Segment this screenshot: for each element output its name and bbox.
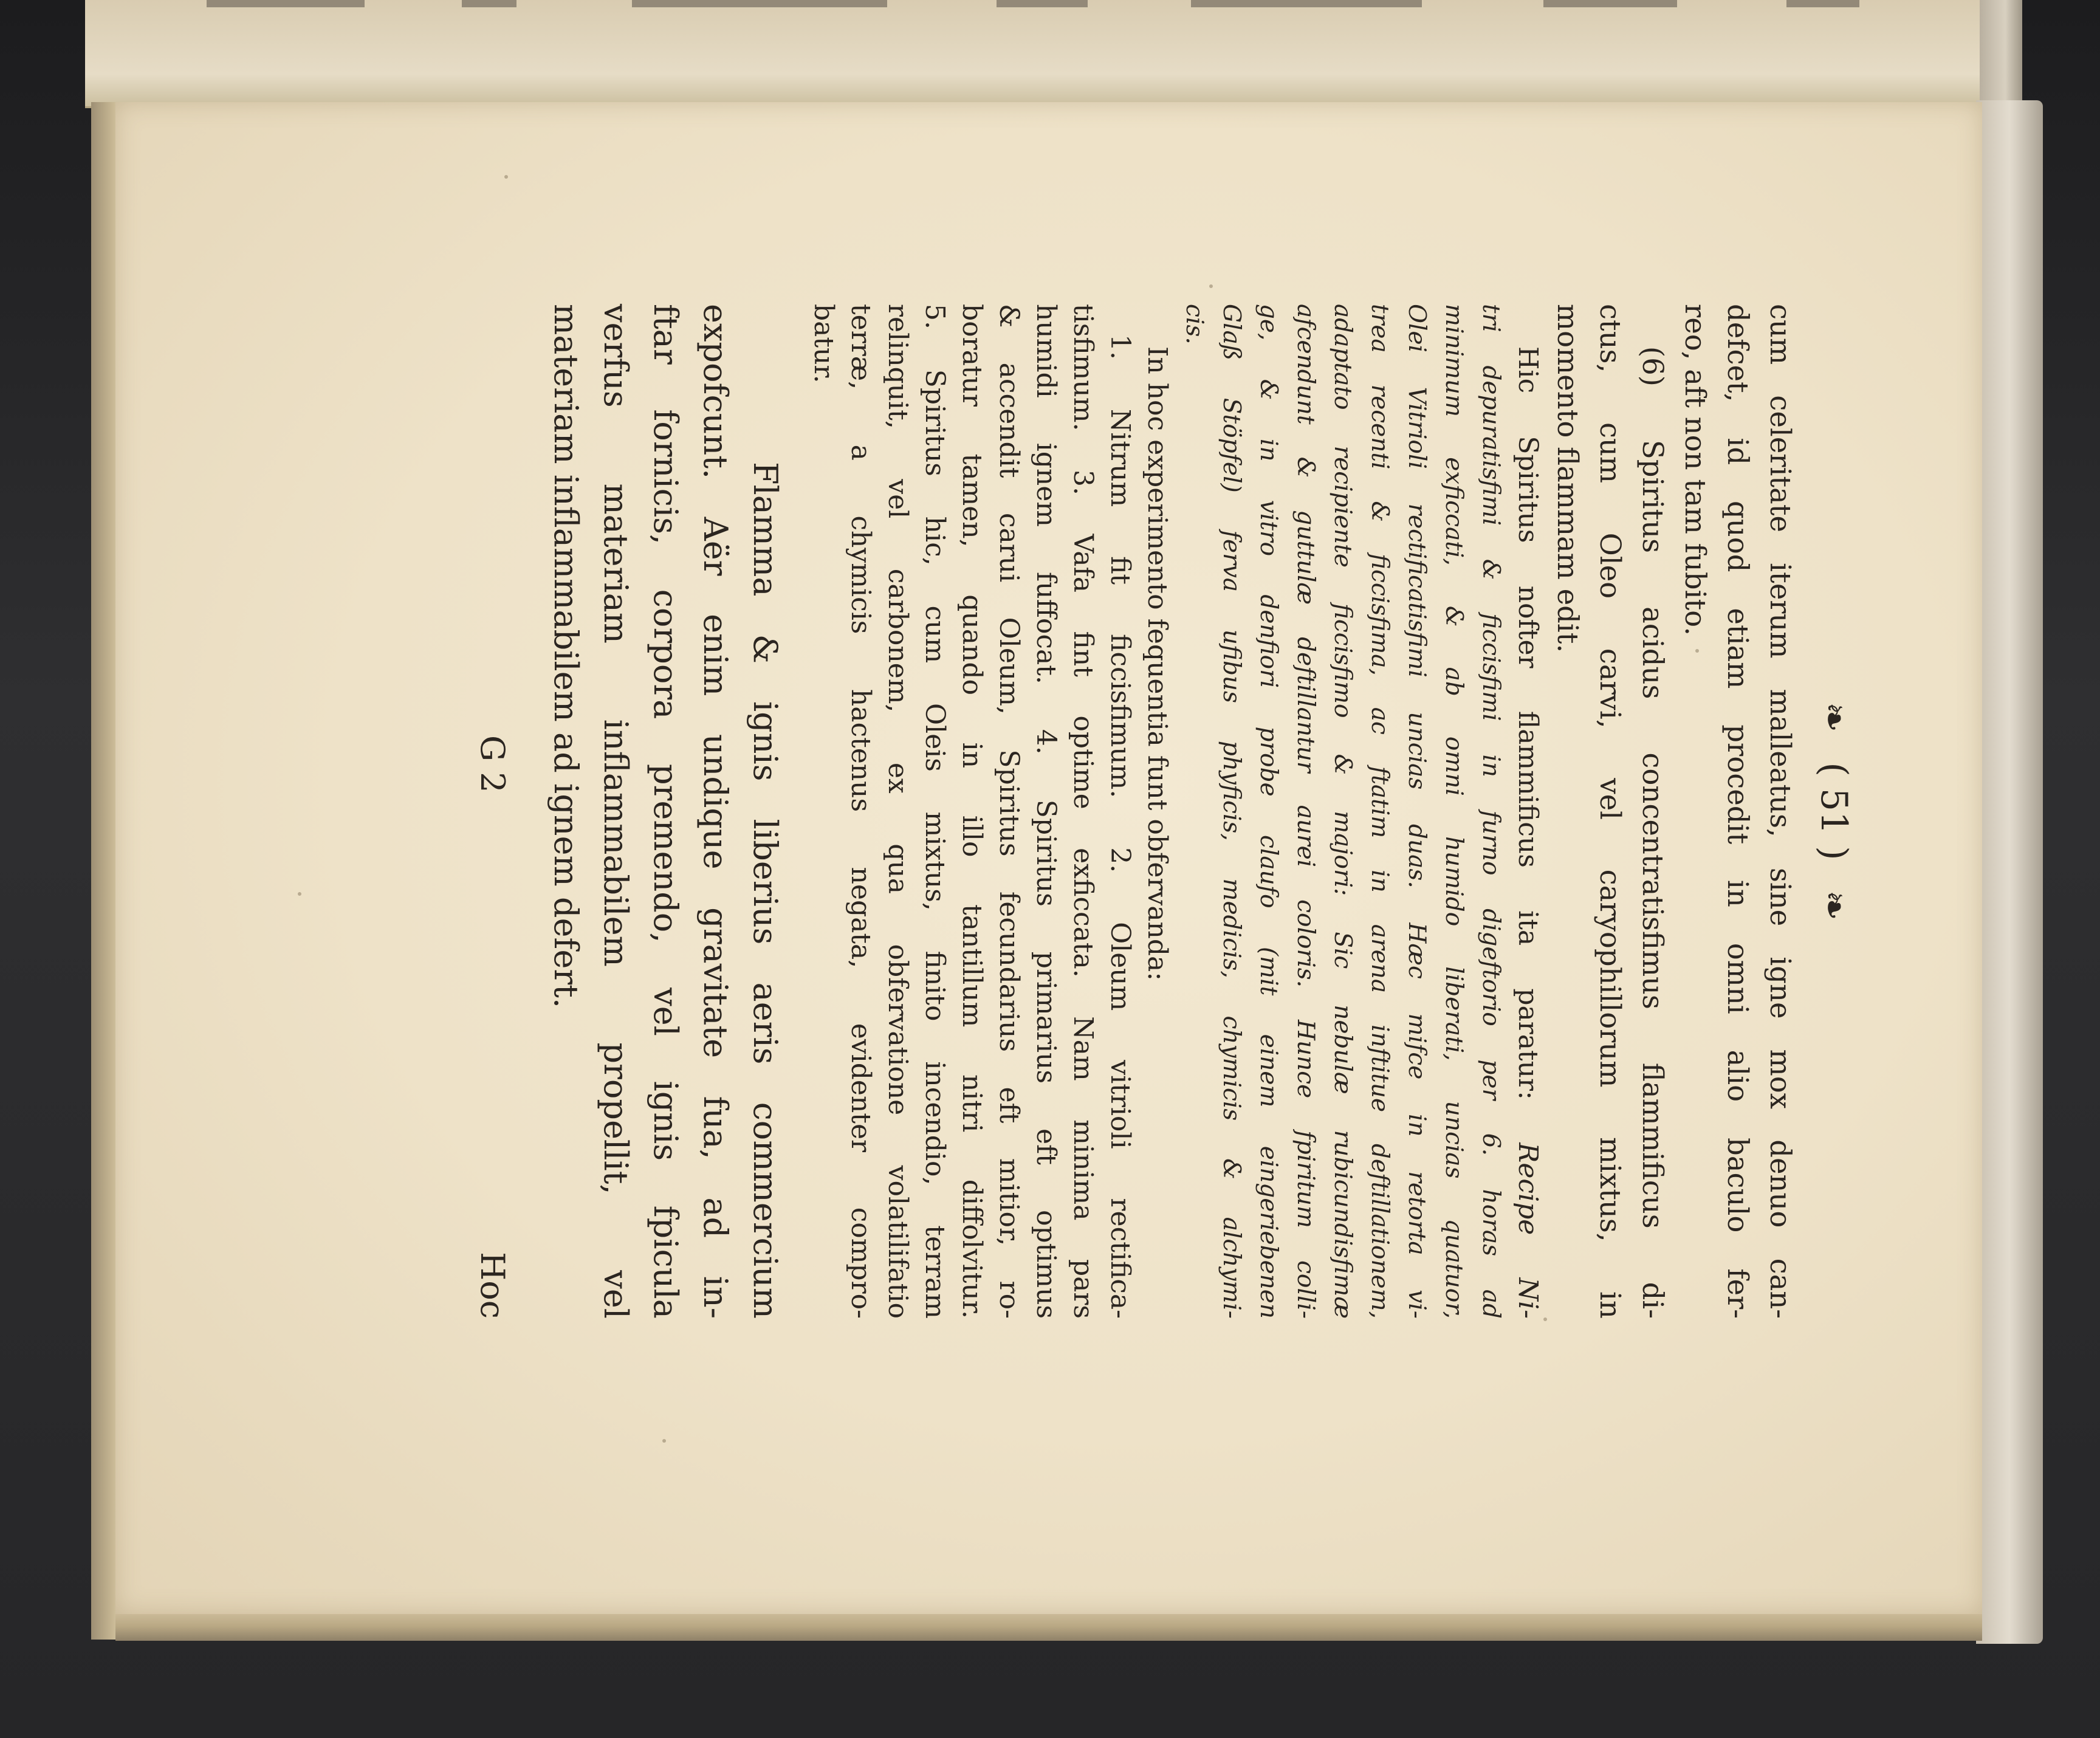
recipe-intro: Hic Spiritus nofter flammificus ita paratur:: [1512, 346, 1543, 1100]
text-line: adaptato recipiente ficcisfimo & majori: Sic nebulæ rubicundisfimæ: [1329, 304, 1356, 1319]
text-line: humidi ignem fuffocat. 4. Spiritus primarius eft optimus: [1031, 304, 1062, 1319]
page-number: ( 51 ): [1813, 762, 1855, 860]
paragraph-1: [1674, 304, 1802, 1319]
page-header: [1805, 304, 1862, 1319]
text-line: Flamma & ignis liberius aeris commercium: [746, 462, 784, 1319]
page-text-rotated: [447, 304, 1862, 1319]
cover-edge-right: [1976, 100, 2043, 1644]
text-line: trea recenti & ficcisfima, ac ftatim in arena inftitue deftillationem,: [1366, 304, 1393, 1319]
text-line: boratur tamen, quando in illo tantillum nitri diffolvitur.: [956, 304, 987, 1319]
catchword: Hoc: [473, 1252, 512, 1319]
recipe-block: [1176, 304, 1546, 1319]
fleuron-left-icon: ❧: [1813, 701, 1855, 733]
text-line: verfus materiam inflammabilem propellit, vel: [597, 304, 635, 1319]
text-line: cum celeritate iterum malleatus, sine igne mox denuo can-: [1764, 304, 1797, 1319]
text-line: momento flammam edit.: [1551, 304, 1584, 653]
text-line: Olei Vitrioli rectificatisfimi uncias duas. Hæc mifce in retorta vi-: [1403, 304, 1430, 1319]
text-line: Glaß Stöpfel) ferva ufibus phyficis, medicis, chymicis & alchymi-: [1218, 304, 1245, 1319]
text-line: minimum exficcati, & ab omni humido liberati, uncias quatuor,: [1440, 304, 1467, 1319]
text-line: ctus, cum Oleo carvi, vel caryophillorum mixtus, in: [1594, 304, 1627, 1319]
fleuron-right-icon: ❧: [1813, 890, 1855, 921]
paragraph-observe: [805, 304, 1176, 1319]
text-line: (6) Spiritus acidus concentratisfimus flammificus di-: [1636, 346, 1669, 1319]
recipe-start: Recipe Ni-: [1512, 1142, 1543, 1319]
text-line: [1509, 304, 1546, 1319]
text-line: & accendit carui Oleum, Spiritus fecundarius eft mitior, ro-: [993, 304, 1024, 1319]
text-line: materiam inflammabilem ad ignem defert.: [547, 304, 585, 1009]
text-line: cis.: [1181, 304, 1208, 345]
text-line: In hoc experimento fequentia funt obfervanda:: [1142, 346, 1173, 981]
cover-edge-top: [1980, 0, 2022, 103]
text-line: reo, aft non tam fubito.: [1679, 304, 1712, 636]
text-line: 5. Spiritus hic, cum Oleis mixtus, finito incendio, terram: [919, 304, 950, 1319]
text-line: afcendunt & guttulæ deftillantur aurei coloris. Hunce fpiritum colli-: [1292, 304, 1319, 1319]
paragraph-flamma: [541, 304, 790, 1319]
previous-page-edge: [85, 0, 2005, 108]
text-line: defcet, id quod etiam procedit in omni alio baculo fer-: [1721, 304, 1754, 1319]
text-line: batur.: [808, 304, 839, 383]
page-footer: [468, 304, 516, 1319]
signature-mark: G 2: [473, 735, 512, 793]
paragraph-2: [1546, 304, 1674, 1319]
text-line: relinquit, vel carbonem, ex qua obfervatione volatilifatio: [882, 304, 913, 1319]
text-line: terræ, a chymicis hactenus negata, evidenter compro-: [845, 304, 876, 1319]
text-line: 1. Nitrum fit ficcisfimum. 2. Oleum vitrioli rectifica-: [1105, 334, 1136, 1319]
text-line: ftar fornicis, corpora premendo, vel ignis fpicula: [647, 304, 685, 1319]
text-line: tisfimum. 3. Vafa fint optime exficcata. Nam minima pars: [1068, 304, 1099, 1319]
text-line: ge, & in vitro denfiori probe claufo (mit einem eingeriebenen: [1255, 304, 1282, 1319]
text-line: expofcunt. Aër enim undique gravitate fua, ad in-: [696, 304, 735, 1319]
text-line: tri depuratisfimi & ficcisfimi in furno digeftorio per 6. horas ad: [1477, 304, 1505, 1319]
